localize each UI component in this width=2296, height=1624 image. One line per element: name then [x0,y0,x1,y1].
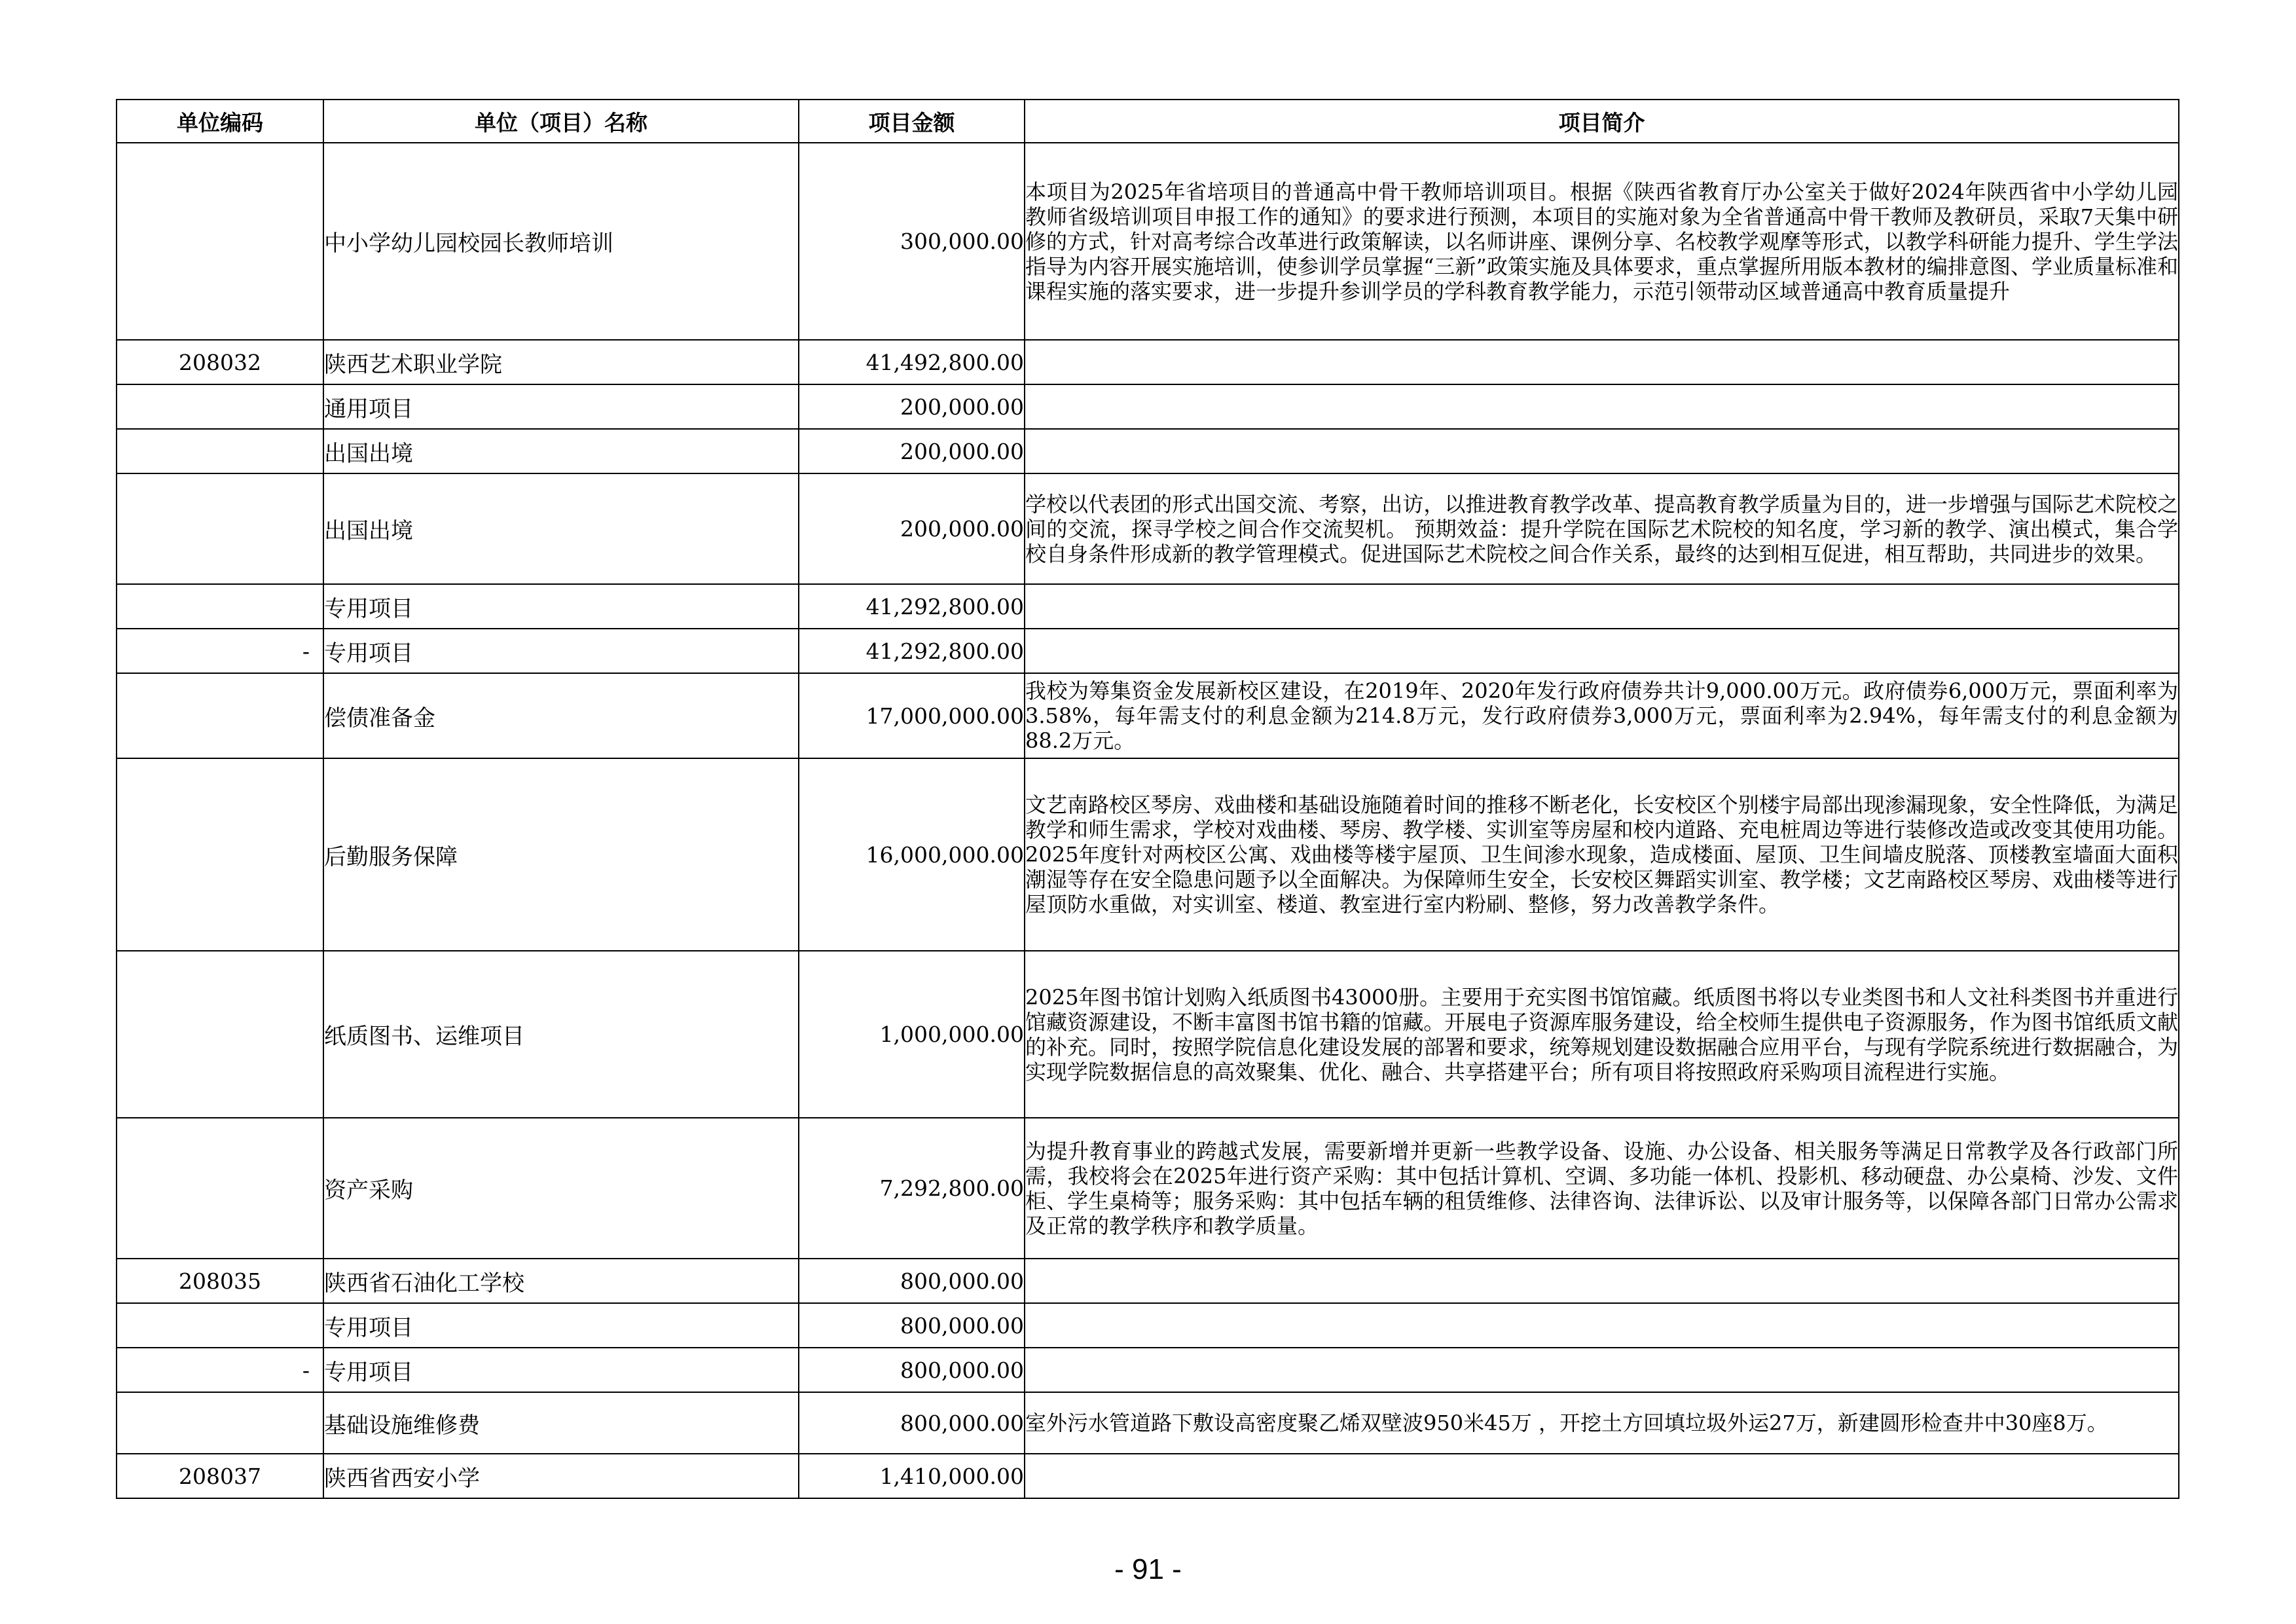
table-row [117,673,2179,758]
amount-cell: 800,000.00 [799,1259,1025,1303]
unit-name-cell: 专用项目 [323,1303,799,1348]
unit-code-cell [117,584,323,629]
description-cell [1025,1303,2179,1348]
header-description: 项目简介 [1025,100,2179,143]
table-row [117,1454,2179,1498]
unit-code-cell [117,429,323,473]
unit-name-cell: 后勤服务保障 [323,758,799,951]
header-unit-name: 单位（项目）名称 [323,100,799,143]
table-row [117,143,2179,340]
table-row [117,1303,2179,1348]
unit-code-cell: - [117,629,323,673]
unit-code-cell: - [117,1348,323,1392]
description-cell: 我校为筹集资金发展新校区建设，在2019年、2020年发行政府债券共计9,000.00万元。政府债券6,000万元，票面利率为3.58%，每年需支付的利息金额为214.8万元，发行政府债券3,000万元，票面利率为2.94%，每年需支付的利息金额为88.2万元。 [1025,673,2179,758]
description-cell [1025,1454,2179,1498]
description-cell [1025,340,2179,384]
table-row [117,340,2179,384]
description-cell: 为提升教育事业的跨越式发展，需要新增并更新一些教学设备、设施、办公设备、相关服务等满足日常教学及各行政部门所需，我校将会在2025年进行资产采购：其中包括计算机、空调、多功能一体机、投影机、移动硬盘、办公桌椅、沙发、文件柜、学生桌椅等；服务采购：其中包括车辆的租赁维修、法律咨询、法律诉讼、以及审计服务等，以保障各部门日常办公需求及正常的教学秩序和教学质量。 [1025,1118,2179,1259]
amount-cell: 800,000.00 [799,1348,1025,1392]
amount-cell: 200,000.00 [799,429,1025,473]
unit-code-cell [117,951,323,1118]
table-row [117,1259,2179,1303]
unit-name-cell: 中小学幼儿园校园长教师培训 [323,143,799,340]
amount-cell: 41,292,800.00 [799,584,1025,629]
description-cell [1025,629,2179,673]
table-row [117,429,2179,473]
unit-code-cell [117,1392,323,1454]
amount-cell: 41,492,800.00 [799,340,1025,384]
description-cell: 2025年图书馆计划购入纸质图书43000册。主要用于充实图书馆馆藏。纸质图书将以专业类图书和人文社科类图书并重进行馆藏资源建设，不断丰富图书馆书籍的馆藏。开展电子资源库服务建设，给全校师生提供电子资源服务，作为图书馆纸质文献的补充。同时，按照学院信息化建设发展的部署和要求，统筹规划建设数据融合应用平台，与现有学院系统进行数据融合，为实现学院数据信息的高效聚集、优化、融合、共享搭建平台；所有项目将按照政府采购项目流程进行实施。 [1025,951,2179,1118]
amount-cell: 300,000.00 [799,143,1025,340]
description-cell [1025,429,2179,473]
unit-name-cell: 出国出境 [323,473,799,584]
unit-name-cell: 陕西艺术职业学院 [323,340,799,384]
description-cell: 学校以代表团的形式出国交流、考察，出访，以推进教育教学改革、提高教育教学质量为目的，进一步增强与国际艺术院校之间的交流，探寻学校之间合作交流契机。 预期效益：提升学院在国际艺术院校的知名度，学习新的教学、演出模式，集合学校自身条件形成新的教学管理模式。促进国际艺术院校之间合作关系，最终的达到相互促进，相互帮助，共同进步的效果。 [1025,473,2179,584]
description-cell: 文艺南路校区琴房、戏曲楼和基础设施随着时间的推移不断老化，长安校区个别楼宇局部出现渗漏现象，安全性降低，为满足教学和师生需求，学校对戏曲楼、琴房、教学楼、实训室等房屋和校内道路、充电桩周边等进行装修改造或改变其使用功能。2025年度针对两校区公寓、戏曲楼等楼宇屋顶、卫生间渗水现象，造成楼面、屋顶、卫生间墙皮脱落、顶楼教室墙面大面积潮湿等存在安全隐患问题予以全面解决。为保障师生安全，长安校区舞蹈实训室、教学楼；文艺南路校区琴房、戏曲楼等进行屋顶防水重做，对实训室、楼道、教室进行室内粉刷、整修，努力改善教学条件。 [1025,758,2179,951]
amount-cell: 800,000.00 [799,1392,1025,1454]
unit-code-cell [117,1118,323,1259]
table-row [117,629,2179,673]
table-row [117,1392,2179,1454]
unit-code-cell: 208035 [117,1259,323,1303]
header-unit-code: 单位编码 [117,100,323,143]
unit-code-cell [117,473,323,584]
amount-cell: 200,000.00 [799,473,1025,584]
description-cell [1025,584,2179,629]
description-cell [1025,384,2179,429]
amount-cell: 800,000.00 [799,1303,1025,1348]
table-row [117,384,2179,429]
table-row [117,951,2179,1118]
amount-cell: 16,000,000.00 [799,758,1025,951]
unit-name-cell: 专用项目 [323,1348,799,1392]
table-row [117,1118,2179,1259]
unit-code-cell: 208032 [117,340,323,384]
amount-cell: 1,410,000.00 [799,1454,1025,1498]
amount-cell: 200,000.00 [799,384,1025,429]
description-cell [1025,1348,2179,1392]
amount-cell: 7,292,800.00 [799,1118,1025,1259]
unit-code-cell [117,758,323,951]
page-number: - 91 - [1114,1553,1182,1585]
unit-name-cell: 出国出境 [323,429,799,473]
unit-name-cell: 陕西省石油化工学校 [323,1259,799,1303]
unit-name-cell: 陕西省西安小学 [323,1454,799,1498]
table-row [117,758,2179,951]
unit-code-cell: 208037 [117,1454,323,1498]
budget-table [116,99,2179,1499]
table-row [117,1348,2179,1392]
unit-name-cell: 纸质图书、运维项目 [323,951,799,1118]
unit-name-cell: 基础设施维修费 [323,1392,799,1454]
unit-code-cell [117,384,323,429]
unit-code-cell [117,1303,323,1348]
amount-cell: 41,292,800.00 [799,629,1025,673]
description-cell: 本项目为2025年省培项目的普通高中骨干教师培训项目。根据《陕西省教育厅办公室关于做好2024年陕西省中小学幼儿园教师省级培训项目申报工作的通知》的要求进行预测，本项目的实施对象为全省普通高中骨干教师及教研员，采取7天集中研修的方式，针对高考综合改革进行政策解读，以名师讲座、课例分享、名校教学观摩等形式，以教学科研能力提升、学生学法指导为内容开展实施培训，使参训学员掌握“三新”政策实施及具体要求，重点掌握所用版本教材的编排意图、学业质量标准和课程实施的落实要求，进一步提升参训学员的学科教育教学能力，示范引领带动区域普通高中教育质量提升 [1025,143,2179,340]
unit-name-cell: 专用项目 [323,584,799,629]
amount-cell: 1,000,000.00 [799,951,1025,1118]
table-row [117,584,2179,629]
unit-name-cell: 资产采购 [323,1118,799,1259]
table-header-row [117,100,2179,143]
description-cell: 室外污水管道路下敷设高密度聚乙烯双壁波950米45万 ，开挖土方回填垃圾外运27万，新建圆形检查井中30座8万。 [1025,1392,2179,1454]
unit-name-cell: 专用项目 [323,629,799,673]
unit-name-cell: 通用项目 [323,384,799,429]
amount-cell: 17,000,000.00 [799,673,1025,758]
unit-code-cell [117,673,323,758]
unit-code-cell [117,143,323,340]
header-amount: 项目金额 [799,100,1025,143]
table-row [117,473,2179,584]
description-cell [1025,1259,2179,1303]
unit-name-cell: 偿债准备金 [323,673,799,758]
